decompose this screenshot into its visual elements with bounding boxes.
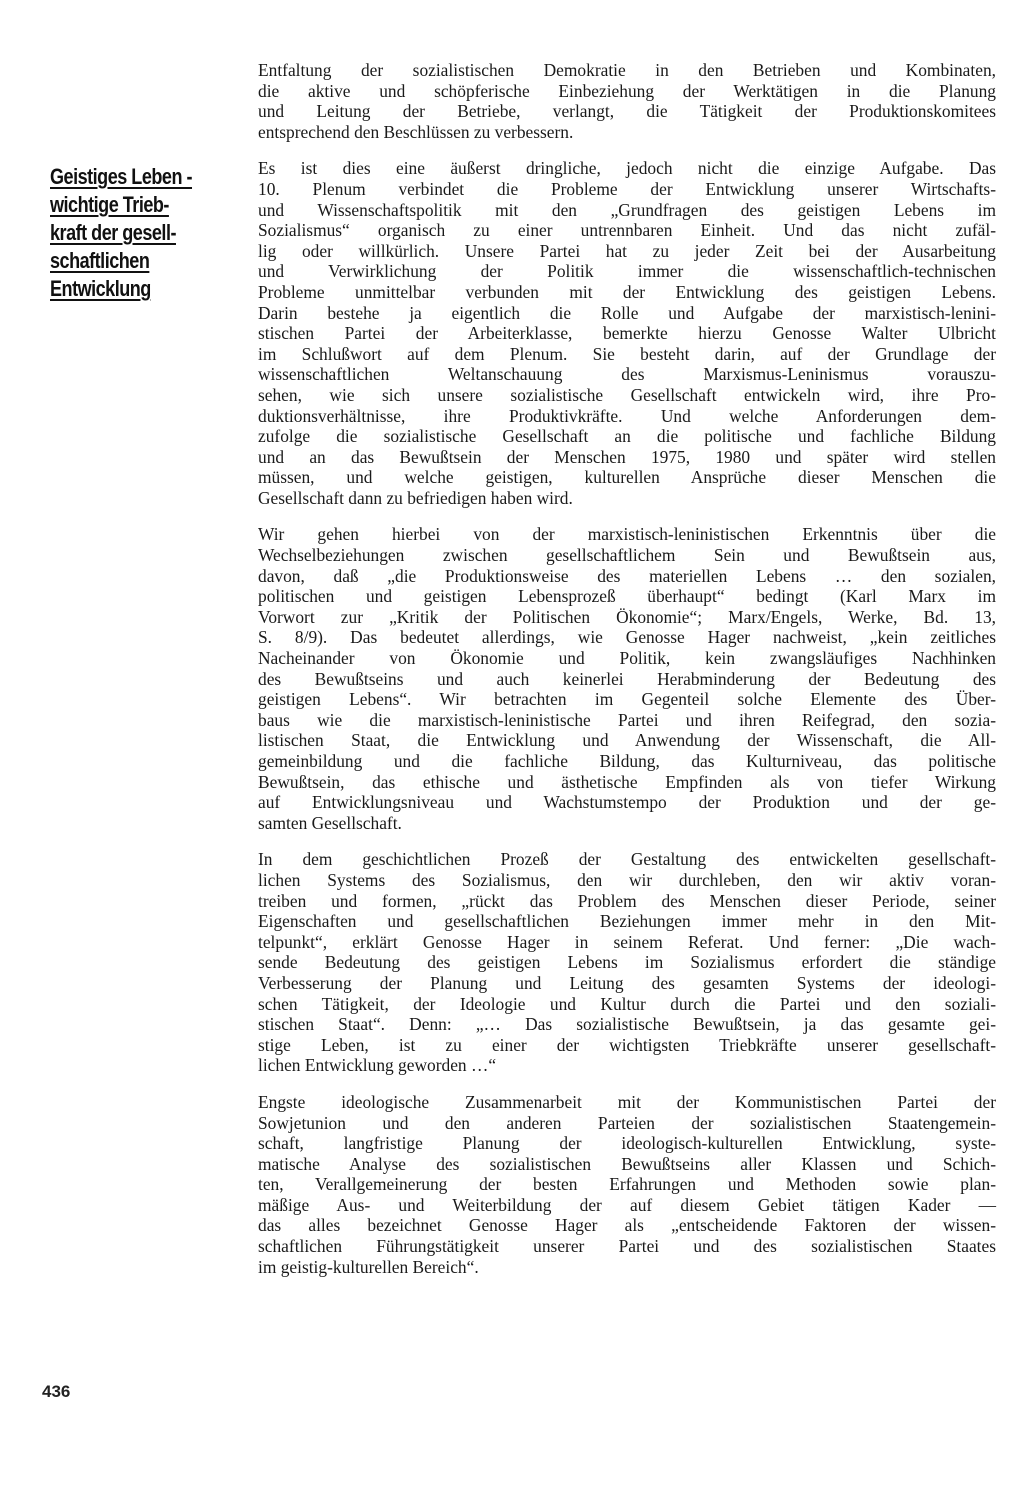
text-line: die aktive und schöpferische Einbeziehung der Werktätigen in die Planung: [258, 80, 996, 101]
text-line: lichen Entwicklung geworden …“: [258, 1055, 497, 1076]
text-line: Vorwort zur „Kritik der Politischen Ökonomie“; Marx/Engels, Werke, Bd. 13,: [258, 606, 996, 627]
text-line: duktionsverhältnisse, ihre Produktivkräfte. Und welche Anforderungen dem-: [258, 405, 996, 426]
text-line: Entfaltung der sozialistischen Demokratie in den Betrieben und Kombinaten,: [258, 60, 996, 80]
text-line: Darin bestehe ja eigentlich die Rolle und Aufgabe der marxistisch-lenini-: [258, 302, 996, 323]
margin-heading: [50, 163, 232, 303]
text-line: und Leitung der Betriebe, verlangt, die Tätigkeit der Produktionskomitees: [258, 101, 996, 122]
text-line: In dem geschichtlichen Prozeß der Gestaltung des entwickelten gesellschaft-: [258, 849, 996, 870]
text-line: zufolge die sozialistische Gesellschaft an die politische und fachliche Bildung: [258, 426, 996, 447]
margin-heading-line: kraft der gesell-: [50, 220, 176, 245]
text-line: das alles bezeichnet Genosse Hager als „entscheidende Faktoren der wissen-: [258, 1215, 996, 1236]
text-line: lig oder willkürlich. Unsere Partei hat zu jeder Zeit bei der Ausarbeitung: [258, 240, 996, 261]
text-line: Verbesserung der Planung und Leitung des gesamten Systems der ideologi-: [258, 972, 996, 993]
text-line: Bewußtsein, das ethische und ästhetische Empfinden als von tiefer Wirkung: [258, 771, 996, 792]
text-line: sehen, wie sich unsere sozialistische Gesellschaft entwickeln wird, ihre Pro-: [258, 384, 996, 405]
text-line: S. 8/9). Das bedeutet allerdings, wie Genosse Hager nachweist, „kein zeitliches: [258, 627, 996, 648]
text-line: im geistig-kulturellen Bereich“.: [258, 1256, 479, 1277]
margin-heading-line: Entwicklung: [50, 276, 151, 301]
page-number: 436: [42, 1382, 71, 1401]
text-line: Sowjetunion und den anderen Parteien der sozialistischen Staatengemein-: [258, 1112, 996, 1133]
text-line: samten Gesellschaft.: [258, 812, 402, 833]
text-line: stige Leben, ist zu einer der wichtigsten Triebkräfte unserer gesellschaft-: [258, 1034, 996, 1055]
paragraph: [258, 60, 996, 142]
text-line: treiben und formen, „rückt das Problem des Menschen dieser Periode, seiner: [258, 890, 996, 911]
text-line: stischen Staat“. Denn: „… Das sozialistische Bewußtsein, ja das gesamte gei-: [258, 1014, 996, 1035]
paragraph: [258, 158, 996, 508]
text-line: und Verwirklichung der Politik immer die wissenschaftlich-technischen: [258, 261, 996, 282]
text-line: Sozialismus“ organisch zu einer untrennbaren Einheit. Und das nicht zufäl-: [258, 220, 996, 241]
text-line: ten, Verallgemeinerung der besten Erfahrungen und Methoden sowie plan-: [258, 1174, 996, 1195]
paragraph: [258, 1092, 996, 1277]
text-line: mäßige Aus- und Weiterbildung der auf diesem Gebiet tätigen Kader —: [258, 1194, 996, 1215]
text-line: wissenschaftlichen Weltanschauung des Marxismus-Leninismus vorauszu-: [258, 364, 996, 385]
text-line: entsprechend den Beschlüssen zu verbessern.: [258, 121, 574, 142]
text-line: stischen Partei der Arbeiterklasse, bemerkte hierzu Genosse Walter Ulbricht: [258, 323, 996, 344]
text-line: telpunkt“, erklärt Genosse Hager in seinem Referat. Und ferner: „Die wach-: [258, 931, 996, 952]
text-line: schaft, langfristige Planung der ideologisch-kulturellen Entwicklung, syste-: [258, 1133, 996, 1154]
text-line: Wir gehen hierbei von der marxistisch-leninistischen Erkenntnis über die: [258, 524, 996, 545]
text-line: davon, daß „die Produktionsweise des materiellen Lebens … den sozialen,: [258, 565, 996, 586]
text-line: Probleme unmittelbar verbunden mit der Entwicklung des geistigen Lebens.: [258, 281, 996, 302]
text-line: Eigenschaften und gesellschaftlichen Beziehungen immer mehr in den Mit-: [258, 911, 996, 932]
paragraph: [258, 524, 996, 833]
text-line: schaftlichen Führungstätigkeit unserer Partei und des sozialistischen Staates: [258, 1236, 996, 1257]
text-line: Es ist dies eine äußerst dringliche, jedoch nicht die einzige Aufgabe. Das: [258, 158, 996, 179]
text-line: Nacheinander von Ökonomie und Politik, kein zwangsläufiges Nachhinken: [258, 648, 996, 669]
margin-heading-line: schaftlichen: [50, 248, 150, 273]
text-line: lichen Systems des Sozialismus, den wir durchleben, den wir aktiv voran-: [258, 869, 996, 890]
text-line: sende Bedeutung des geistigen Lebens im Sozialismus erfordert die ständige: [258, 952, 996, 973]
text-line: und an das Bewußtsein der Menschen 1975, 1980 und später wird stellen: [258, 446, 996, 467]
text-line: matische Analyse des sozialistischen Bewußtseins aller Klassen und Schich-: [258, 1153, 996, 1174]
text-line: baus wie die marxistisch-leninistische Partei und ihren Reifegrad, den sozia-: [258, 709, 996, 730]
text-line: und Wissenschaftspolitik mit den „Grundfragen des geistigen Lebens im: [258, 199, 996, 220]
text-line: politischen und geistigen Lebensprozeß überhaupt“ bedingt (Karl Marx im: [258, 586, 996, 607]
text-line: müssen, und welche geistigen, kulturellen Ansprüche dieser Menschen die: [258, 467, 996, 488]
text-line: geistigen Lebens“. Wir betrachten im Gegenteil solche Elemente des Über-: [258, 689, 996, 710]
text-line: auf Entwicklungsniveau und Wachstumstempo der Produktion und der ge-: [258, 792, 996, 813]
margin-heading-line: wichtige Trieb-: [50, 192, 169, 217]
text-line: Engste ideologische Zusammenarbeit mit der Kommunistischen Partei der: [258, 1091, 996, 1112]
text-line: des Bewußtseins und auch keinerlei Herabminderung der Bedeutung des: [258, 668, 996, 689]
body-text: [258, 60, 996, 1293]
paragraph: [258, 849, 996, 1076]
text-line: listischen Staat, die Entwicklung und Anwendung der Wissenschaft, die All-: [258, 730, 996, 751]
margin-heading-line: Geistiges Leben -: [50, 164, 193, 189]
text-line: 10. Plenum verbindet die Probleme der Entwicklung unserer Wirtschafts-: [258, 178, 996, 199]
text-line: schen Tätigkeit, der Ideologie und Kultur durch die Partei und den soziali-: [258, 993, 996, 1014]
text-line: im Schlußwort auf dem Plenum. Sie besteht darin, auf der Grundlage der: [258, 343, 996, 364]
text-line: Wechselbeziehungen zwischen gesellschaftlichem Sein und Bewußtsein aus,: [258, 545, 996, 566]
text-line: gemeinbildung und die fachliche Bildung, das Kulturniveau, das politische: [258, 751, 996, 771]
text-line: Gesellschaft dann zu befriedigen haben wird.: [258, 487, 573, 508]
